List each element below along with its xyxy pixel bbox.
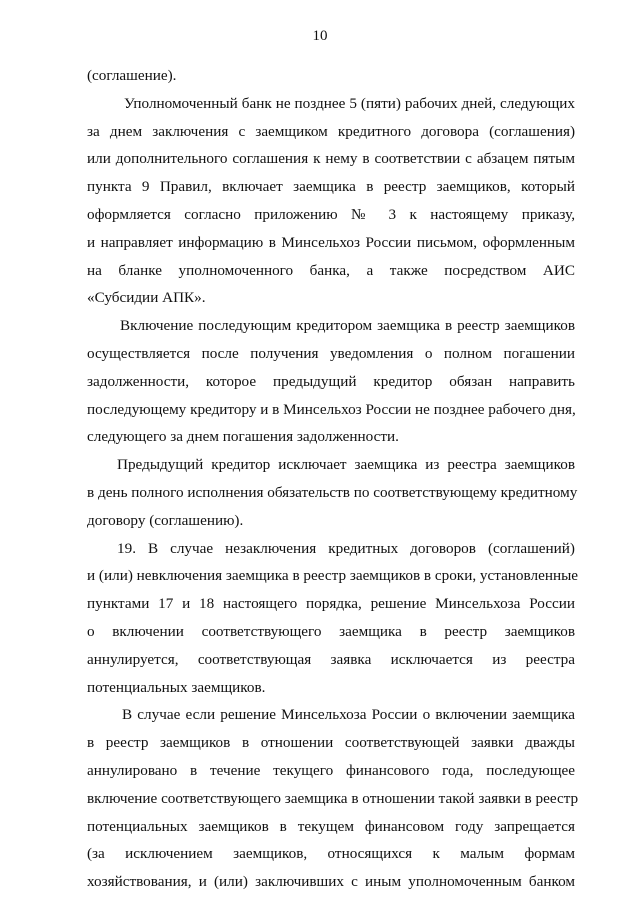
text-line: в реестр заемщиков в отношении соответствующей заявки дважды — [87, 734, 575, 752]
text-line: о включении соответствующего заемщика в реестр заемщиков — [87, 622, 575, 640]
text-line: пункта 9 Правил, включает заемщика в реестр заемщиков, который — [87, 178, 575, 196]
text-line: последующему кредитору и в Минсельхоз России не позднее рабочего дня, — [87, 400, 576, 418]
text-line: потенциальных заемщиков в текущем финансовом году запрещается — [87, 817, 575, 835]
text-line: и направляет информацию в Минсельхоз России письмом, оформленным — [87, 233, 575, 251]
text-line: В случае если решение Минсельхоза России о включении заемщика — [122, 706, 575, 724]
text-line: хозяйствования, и (или) заключивших с иным уполномоченным банком — [87, 873, 575, 891]
text-line: 19. В случае незаключения кредитных договоров (соглашений) — [117, 539, 575, 557]
text-line: «Субсидии АПК». — [87, 289, 206, 307]
text-line: Уполномоченный банк не позднее 5 (пяти) рабочих дней, следующих — [124, 94, 575, 112]
paragraph-continuation — [87, 62, 575, 90]
paragraph-item-19 — [87, 535, 579, 702]
text-line: на бланке уполномоченного банка, а также посредством АИС — [87, 261, 575, 279]
paragraph-subsequent-creditor — [87, 312, 575, 451]
text-line: или дополнительного соглашения к нему в соответствии с абзацем пятым — [87, 150, 575, 168]
text-line: Предыдущий кредитор исключает заемщика из реестра заемщиков — [117, 456, 575, 474]
text-line: осуществляется после получения уведомления о полном погашении — [87, 344, 575, 362]
text-line: в день полного исполнения обязательств по соответствующему кредитному — [87, 483, 578, 501]
text-line: пунктами 17 и 18 настоящего порядка, решение Минсельхоза России — [87, 595, 575, 613]
text-line: оформляется согласно приложению № 3 к настоящему приказу, — [87, 205, 575, 223]
paragraph-previous-creditor — [87, 451, 578, 534]
text-line: за днем заключения с заемщиком кредитного договора (соглашения) — [87, 122, 575, 140]
text-line: и (или) невключения заемщика в реестр заемщиков в сроки, установленные — [87, 567, 579, 585]
text-line: (соглашение). — [87, 67, 177, 84]
text-line: потенциальных заемщиков. — [87, 678, 266, 696]
text-line: включение соответствующего заемщика в отношении такой заявки в реестр — [87, 789, 579, 807]
page-number: 10 — [312, 28, 328, 44]
text-line: аннулировано в течение текущего финансового года, последующее — [87, 761, 575, 779]
text-line: договору (соглашению). — [87, 511, 244, 529]
text-line: (за исключением заемщиков, относящихся к малым формам — [87, 845, 575, 863]
text-line: следующего за днем погашения задолженности. — [87, 428, 399, 446]
body-text — [87, 62, 579, 896]
text-line: аннулируется, соответствующая заявка исключается из реестра — [87, 650, 575, 668]
paragraph-double-annulment — [87, 701, 579, 896]
text-line: задолженности, которое предыдущий кредитор обязан направить — [87, 372, 575, 390]
text-line: Включение последующим кредитором заемщика в реестр заемщиков — [120, 317, 575, 335]
paragraph-authorized-bank — [87, 90, 575, 312]
